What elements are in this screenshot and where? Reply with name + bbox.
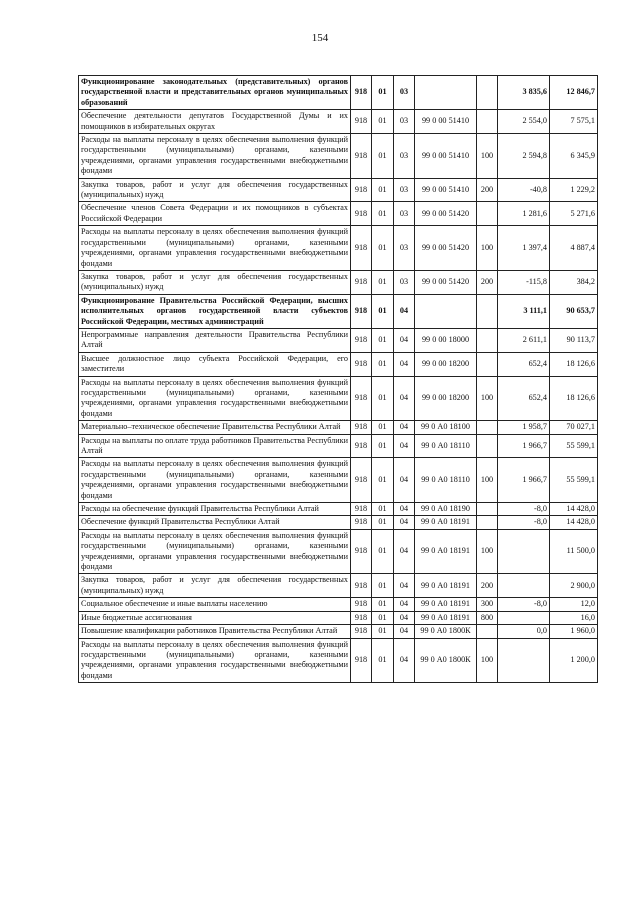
row-name-cell: Расходы на выплаты персоналу в целях обеспечения выполнения функций государственными (муниципальными) органами, казенными учреждениями, органами управления государственными внебюджетными фондами: [79, 638, 351, 683]
row-change-amount-cell: 2 594,8: [498, 134, 550, 179]
row-name-cell: Функционирование Правительства Российской Федерации, высших исполнительных органов государственной власти субъектов Российской Федерации, местных администраций: [79, 294, 351, 328]
row-section-cell: 01: [372, 178, 394, 202]
row-subsection-cell: 04: [394, 598, 415, 611]
row-change-amount-cell: -8,0: [498, 598, 550, 611]
page-number: 154: [311, 32, 329, 44]
row-change-amount-cell: [498, 574, 550, 598]
row-total-amount-cell: 14 428,0: [550, 516, 598, 529]
row-expense-type-cell: [477, 294, 498, 328]
row-change-amount-cell: [498, 611, 550, 624]
row-name-cell: Расходы на выплаты персоналу в целях обеспечения выполнения функций государственными (муниципальными) органами, казенными учреждениями, органами управления государственными внебюджетными фондами: [79, 226, 351, 271]
row-name-cell: Обеспечение деятельности депутатов Государственной Думы и их помощников в избирательных округах: [79, 110, 351, 134]
row-section-cell: 01: [372, 352, 394, 376]
row-total-amount-cell: 90 113,7: [550, 328, 598, 352]
row-subsection-cell: 03: [394, 226, 415, 271]
row-expense-type-cell: 100: [477, 458, 498, 503]
row-expense-type-cell: [477, 352, 498, 376]
row-section-cell: 01: [372, 598, 394, 611]
table-row: [79, 574, 598, 598]
row-total-amount-cell: 5 271,6: [550, 202, 598, 226]
row-section-cell: 01: [372, 516, 394, 529]
row-grbs-cell: 918: [351, 421, 372, 434]
budget-table: [78, 75, 598, 683]
row-total-amount-cell: 11 500,0: [550, 529, 598, 574]
table-row: [79, 352, 598, 376]
row-target-article-cell: 99 0 00 51410: [415, 134, 477, 179]
row-expense-type-cell: 100: [477, 376, 498, 421]
table-row: [79, 76, 598, 110]
row-subsection-cell: 04: [394, 328, 415, 352]
row-change-amount-cell: 1 958,7: [498, 421, 550, 434]
row-subsection-cell: 04: [394, 294, 415, 328]
row-change-amount-cell: 1 966,7: [498, 458, 550, 503]
table-row: [79, 226, 598, 271]
row-change-amount-cell: 3 111,1: [498, 294, 550, 328]
row-target-article-cell: 99 0 А0 18191: [415, 611, 477, 624]
table-row: [79, 625, 598, 638]
row-grbs-cell: 918: [351, 226, 372, 271]
row-target-article-cell: 99 0 00 18000: [415, 328, 477, 352]
row-grbs-cell: 918: [351, 574, 372, 598]
row-target-article-cell: [415, 294, 477, 328]
table-row: [79, 503, 598, 516]
row-name-cell: Непрограммные направления деятельности Правительства Республики Алтай: [79, 328, 351, 352]
row-total-amount-cell: 7 575,1: [550, 110, 598, 134]
row-change-amount-cell: -115,8: [498, 270, 550, 294]
row-expense-type-cell: [477, 434, 498, 458]
row-section-cell: 01: [372, 202, 394, 226]
row-subsection-cell: 04: [394, 376, 415, 421]
row-total-amount-cell: 12 846,7: [550, 76, 598, 110]
row-section-cell: 01: [372, 434, 394, 458]
table-row: [79, 202, 598, 226]
row-expense-type-cell: [477, 421, 498, 434]
row-grbs-cell: 918: [351, 611, 372, 624]
row-subsection-cell: 03: [394, 178, 415, 202]
table-row: [79, 611, 598, 624]
row-change-amount-cell: 3 835,6: [498, 76, 550, 110]
table-row: [79, 458, 598, 503]
row-change-amount-cell: 1 281,6: [498, 202, 550, 226]
row-change-amount-cell: 0,0: [498, 625, 550, 638]
table-row: [79, 178, 598, 202]
row-grbs-cell: 918: [351, 638, 372, 683]
row-grbs-cell: 918: [351, 598, 372, 611]
row-name-cell: Расходы на выплаты персоналу в целях обеспечения выполнения функций государственными (муниципальными) органами, казенными учреждениями, органами управления государственными внебюджетными фондами: [79, 376, 351, 421]
row-target-article-cell: 99 0 А0 18191: [415, 598, 477, 611]
row-target-article-cell: 99 0 00 51420: [415, 202, 477, 226]
row-target-article-cell: 99 0 А0 18191: [415, 574, 477, 598]
row-name-cell: Расходы на выплаты персоналу в целях обеспечения выполнения функций государственными (муниципальными) органами, казенными учреждениями, органами управления государственными внебюджетными фондами: [79, 529, 351, 574]
row-name-cell: Материально–техническое обеспечение Правительства Республики Алтай: [79, 421, 351, 434]
row-total-amount-cell: 1 960,0: [550, 625, 598, 638]
row-name-cell: Закупка товаров, работ и услуг для обеспечения государственных (муниципальных) нужд: [79, 270, 351, 294]
row-section-cell: 01: [372, 574, 394, 598]
row-grbs-cell: 918: [351, 134, 372, 179]
row-name-cell: Закупка товаров, работ и услуг для обеспечения государственных (муниципальных) нужд: [79, 178, 351, 202]
row-change-amount-cell: -8,0: [498, 503, 550, 516]
row-grbs-cell: 918: [351, 458, 372, 503]
row-expense-type-cell: [477, 76, 498, 110]
row-total-amount-cell: 70 027,1: [550, 421, 598, 434]
row-section-cell: 01: [372, 638, 394, 683]
row-change-amount-cell: 2 611,1: [498, 328, 550, 352]
row-name-cell: Расходы на выплаты персоналу в целях обеспечения выполнения функций государственными (муниципальными) органами, казенными учреждениями, органами управления государственными внебюджетными фондами: [79, 458, 351, 503]
row-expense-type-cell: 300: [477, 598, 498, 611]
row-expense-type-cell: 200: [477, 574, 498, 598]
table-row: [79, 134, 598, 179]
row-grbs-cell: 918: [351, 376, 372, 421]
row-subsection-cell: 04: [394, 434, 415, 458]
row-subsection-cell: 04: [394, 529, 415, 574]
row-subsection-cell: 04: [394, 421, 415, 434]
table-row: [79, 638, 598, 683]
row-section-cell: 01: [372, 226, 394, 271]
row-section-cell: 01: [372, 270, 394, 294]
row-target-article-cell: 99 0 00 51410: [415, 178, 477, 202]
row-section-cell: 01: [372, 611, 394, 624]
row-target-article-cell: 99 0 00 18200: [415, 376, 477, 421]
row-expense-type-cell: 100: [477, 226, 498, 271]
row-total-amount-cell: 1 200,0: [550, 638, 598, 683]
row-section-cell: 01: [372, 625, 394, 638]
row-section-cell: 01: [372, 458, 394, 503]
row-name-cell: Обеспечение членов Совета Федерации и их помощников в субъектах Российской Федерации: [79, 202, 351, 226]
row-change-amount-cell: 1 397,4: [498, 226, 550, 271]
row-total-amount-cell: 18 126,6: [550, 352, 598, 376]
row-section-cell: 01: [372, 110, 394, 134]
table-row: [79, 328, 598, 352]
row-target-article-cell: 99 0 00 51420: [415, 270, 477, 294]
row-subsection-cell: 03: [394, 134, 415, 179]
table-row: [79, 529, 598, 574]
row-expense-type-cell: 200: [477, 178, 498, 202]
row-expense-type-cell: [477, 328, 498, 352]
row-subsection-cell: 04: [394, 503, 415, 516]
row-target-article-cell: 99 0 А0 18190: [415, 503, 477, 516]
row-target-article-cell: 99 0 А0 18191: [415, 516, 477, 529]
row-subsection-cell: 04: [394, 574, 415, 598]
table-row: [79, 421, 598, 434]
row-section-cell: 01: [372, 376, 394, 421]
row-total-amount-cell: 1 229,2: [550, 178, 598, 202]
row-name-cell: Повышение квалификации работников Правительства Республики Алтай: [79, 625, 351, 638]
row-total-amount-cell: 2 900,0: [550, 574, 598, 598]
row-section-cell: 01: [372, 529, 394, 574]
row-target-article-cell: 99 0 А0 18100: [415, 421, 477, 434]
row-target-article-cell: 99 0 00 51410: [415, 110, 477, 134]
row-expense-type-cell: 100: [477, 134, 498, 179]
row-subsection-cell: 04: [394, 458, 415, 503]
row-name-cell: Обеспечение функций Правительства Республики Алтай: [79, 516, 351, 529]
row-expense-type-cell: [477, 202, 498, 226]
row-change-amount-cell: 2 554,0: [498, 110, 550, 134]
row-grbs-cell: 918: [351, 294, 372, 328]
row-name-cell: Функционирование законодательных (представительных) органов государственной власти и представительных органов муниципальных образований: [79, 76, 351, 110]
row-subsection-cell: 03: [394, 76, 415, 110]
row-grbs-cell: 918: [351, 434, 372, 458]
row-grbs-cell: 918: [351, 328, 372, 352]
row-expense-type-cell: 200: [477, 270, 498, 294]
row-change-amount-cell: 1 966,7: [498, 434, 550, 458]
row-total-amount-cell: 18 126,6: [550, 376, 598, 421]
row-expense-type-cell: 100: [477, 638, 498, 683]
row-change-amount-cell: [498, 529, 550, 574]
row-grbs-cell: 918: [351, 503, 372, 516]
row-total-amount-cell: 14 428,0: [550, 503, 598, 516]
row-section-cell: 01: [372, 134, 394, 179]
row-section-cell: 01: [372, 421, 394, 434]
row-grbs-cell: 918: [351, 516, 372, 529]
row-grbs-cell: 918: [351, 352, 372, 376]
row-subsection-cell: 03: [394, 270, 415, 294]
row-target-article-cell: 99 0 00 18200: [415, 352, 477, 376]
row-name-cell: Закупка товаров, работ и услуг для обеспечения государственных (муниципальных) нужд: [79, 574, 351, 598]
row-change-amount-cell: -8,0: [498, 516, 550, 529]
row-change-amount-cell: [498, 638, 550, 683]
row-total-amount-cell: 16,0: [550, 611, 598, 624]
row-section-cell: 01: [372, 76, 394, 110]
row-subsection-cell: 04: [394, 352, 415, 376]
row-total-amount-cell: 55 599,1: [550, 458, 598, 503]
row-section-cell: 01: [372, 328, 394, 352]
row-section-cell: 01: [372, 503, 394, 516]
row-expense-type-cell: [477, 516, 498, 529]
row-total-amount-cell: 12,0: [550, 598, 598, 611]
row-grbs-cell: 918: [351, 76, 372, 110]
row-change-amount-cell: -40,8: [498, 178, 550, 202]
row-section-cell: 01: [372, 294, 394, 328]
row-expense-type-cell: [477, 625, 498, 638]
row-subsection-cell: 04: [394, 611, 415, 624]
table-row: [79, 434, 598, 458]
row-target-article-cell: 99 0 А0 1800К: [415, 625, 477, 638]
table-row: [79, 294, 598, 328]
row-expense-type-cell: [477, 110, 498, 134]
row-target-article-cell: 99 0 А0 1800К: [415, 638, 477, 683]
row-total-amount-cell: 4 887,4: [550, 226, 598, 271]
row-subsection-cell: 03: [394, 202, 415, 226]
row-expense-type-cell: 800: [477, 611, 498, 624]
row-target-article-cell: 99 0 А0 18191: [415, 529, 477, 574]
row-change-amount-cell: 652,4: [498, 376, 550, 421]
table-row: [79, 270, 598, 294]
row-expense-type-cell: 100: [477, 529, 498, 574]
row-expense-type-cell: [477, 503, 498, 516]
row-target-article-cell: [415, 76, 477, 110]
row-subsection-cell: 04: [394, 625, 415, 638]
row-name-cell: Высшее должностное лицо субъекта Российской Федерации, его заместители: [79, 352, 351, 376]
row-total-amount-cell: 6 345,9: [550, 134, 598, 179]
row-subsection-cell: 04: [394, 638, 415, 683]
row-subsection-cell: 03: [394, 110, 415, 134]
table-row: [79, 110, 598, 134]
row-name-cell: Расходы на обеспечение функций Правительства Республики Алтай: [79, 503, 351, 516]
row-grbs-cell: 918: [351, 178, 372, 202]
row-target-article-cell: 99 0 А0 18110: [415, 434, 477, 458]
row-target-article-cell: 99 0 А0 18110: [415, 458, 477, 503]
table-row: [79, 376, 598, 421]
row-name-cell: Расходы на выплаты персоналу в целях обеспечения выполнения функций государственными (муниципальными) органами, казенными учреждениями, органами управления государственными внебюджетными фондами: [79, 134, 351, 179]
table-row: [79, 598, 598, 611]
table-row: [79, 516, 598, 529]
row-grbs-cell: 918: [351, 270, 372, 294]
row-total-amount-cell: 90 653,7: [550, 294, 598, 328]
row-grbs-cell: 918: [351, 110, 372, 134]
row-total-amount-cell: 55 599,1: [550, 434, 598, 458]
row-total-amount-cell: 384,2: [550, 270, 598, 294]
row-target-article-cell: 99 0 00 51420: [415, 226, 477, 271]
row-name-cell: Иные бюджетные ассигнования: [79, 611, 351, 624]
row-name-cell: Расходы на выплаты по оплате труда работников Правительства Республики Алтай: [79, 434, 351, 458]
row-grbs-cell: 918: [351, 625, 372, 638]
row-grbs-cell: 918: [351, 529, 372, 574]
row-subsection-cell: 04: [394, 516, 415, 529]
row-name-cell: Социальное обеспечение и иные выплаты населению: [79, 598, 351, 611]
row-grbs-cell: 918: [351, 202, 372, 226]
row-change-amount-cell: 652,4: [498, 352, 550, 376]
budget-table-body: [79, 76, 598, 683]
